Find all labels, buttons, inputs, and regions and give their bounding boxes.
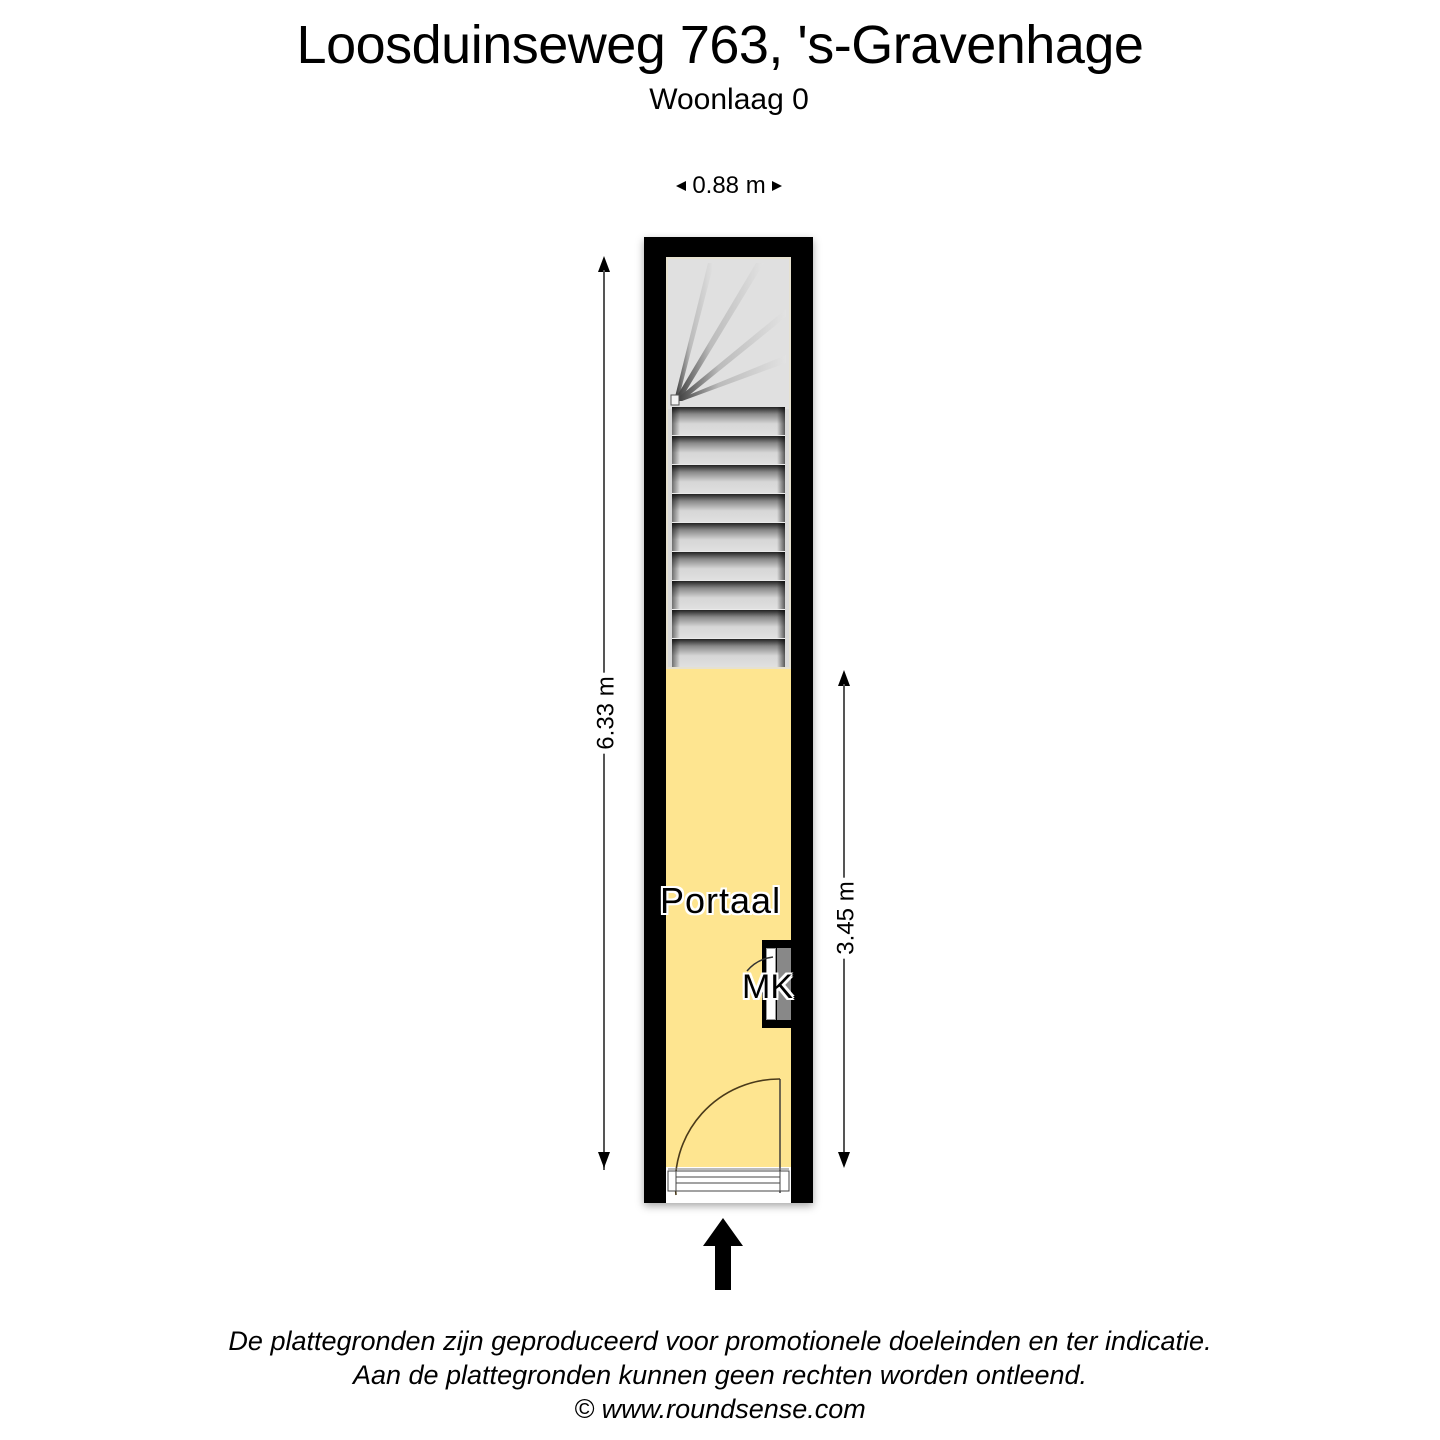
disclaimer-footer bbox=[0, 1324, 1440, 1426]
page-title: Loosduinseweg 763, 's-Gravenhage bbox=[296, 15, 1144, 75]
disclaimer-line-2: Aan de plattegronden kunnen geen rechten worden ontleend. bbox=[352, 1360, 1088, 1390]
stair-step bbox=[672, 523, 785, 553]
stair-step bbox=[672, 465, 785, 495]
stair-step bbox=[672, 436, 785, 466]
disclaimer-line-1: De plattegronden zijn geproduceerd voor promotionele doeleinden en ter indicatie. bbox=[228, 1326, 1212, 1356]
entrance-door bbox=[666, 1075, 791, 1203]
stair-step bbox=[672, 581, 785, 611]
width-dimension bbox=[664, 170, 794, 202]
stair-step bbox=[672, 407, 785, 437]
stair-step bbox=[672, 610, 785, 640]
total-length-label: 6.33 m bbox=[591, 672, 623, 753]
arrow-right-icon bbox=[772, 181, 782, 191]
entry-arrow-icon bbox=[703, 1218, 743, 1290]
room-label-portaal: Portaal bbox=[660, 880, 782, 921]
stair-step bbox=[672, 494, 785, 524]
stair-step bbox=[672, 639, 785, 669]
arrow-left-icon bbox=[676, 181, 686, 191]
room-label-mk: MK bbox=[742, 968, 793, 1006]
arrow-down-icon bbox=[838, 1152, 850, 1168]
floor-level-subtitle: Woonlaag 0 bbox=[649, 83, 809, 116]
copyright-line: © www.roundsense.com bbox=[574, 1394, 866, 1424]
winder-steps-icon bbox=[668, 259, 789, 409]
staircase bbox=[666, 257, 791, 669]
arrow-down-icon bbox=[598, 1152, 610, 1168]
room-length-label: 3.45 m bbox=[831, 877, 863, 958]
stair-step bbox=[672, 552, 785, 582]
width-dimension-label: 0.88 m bbox=[692, 172, 766, 199]
